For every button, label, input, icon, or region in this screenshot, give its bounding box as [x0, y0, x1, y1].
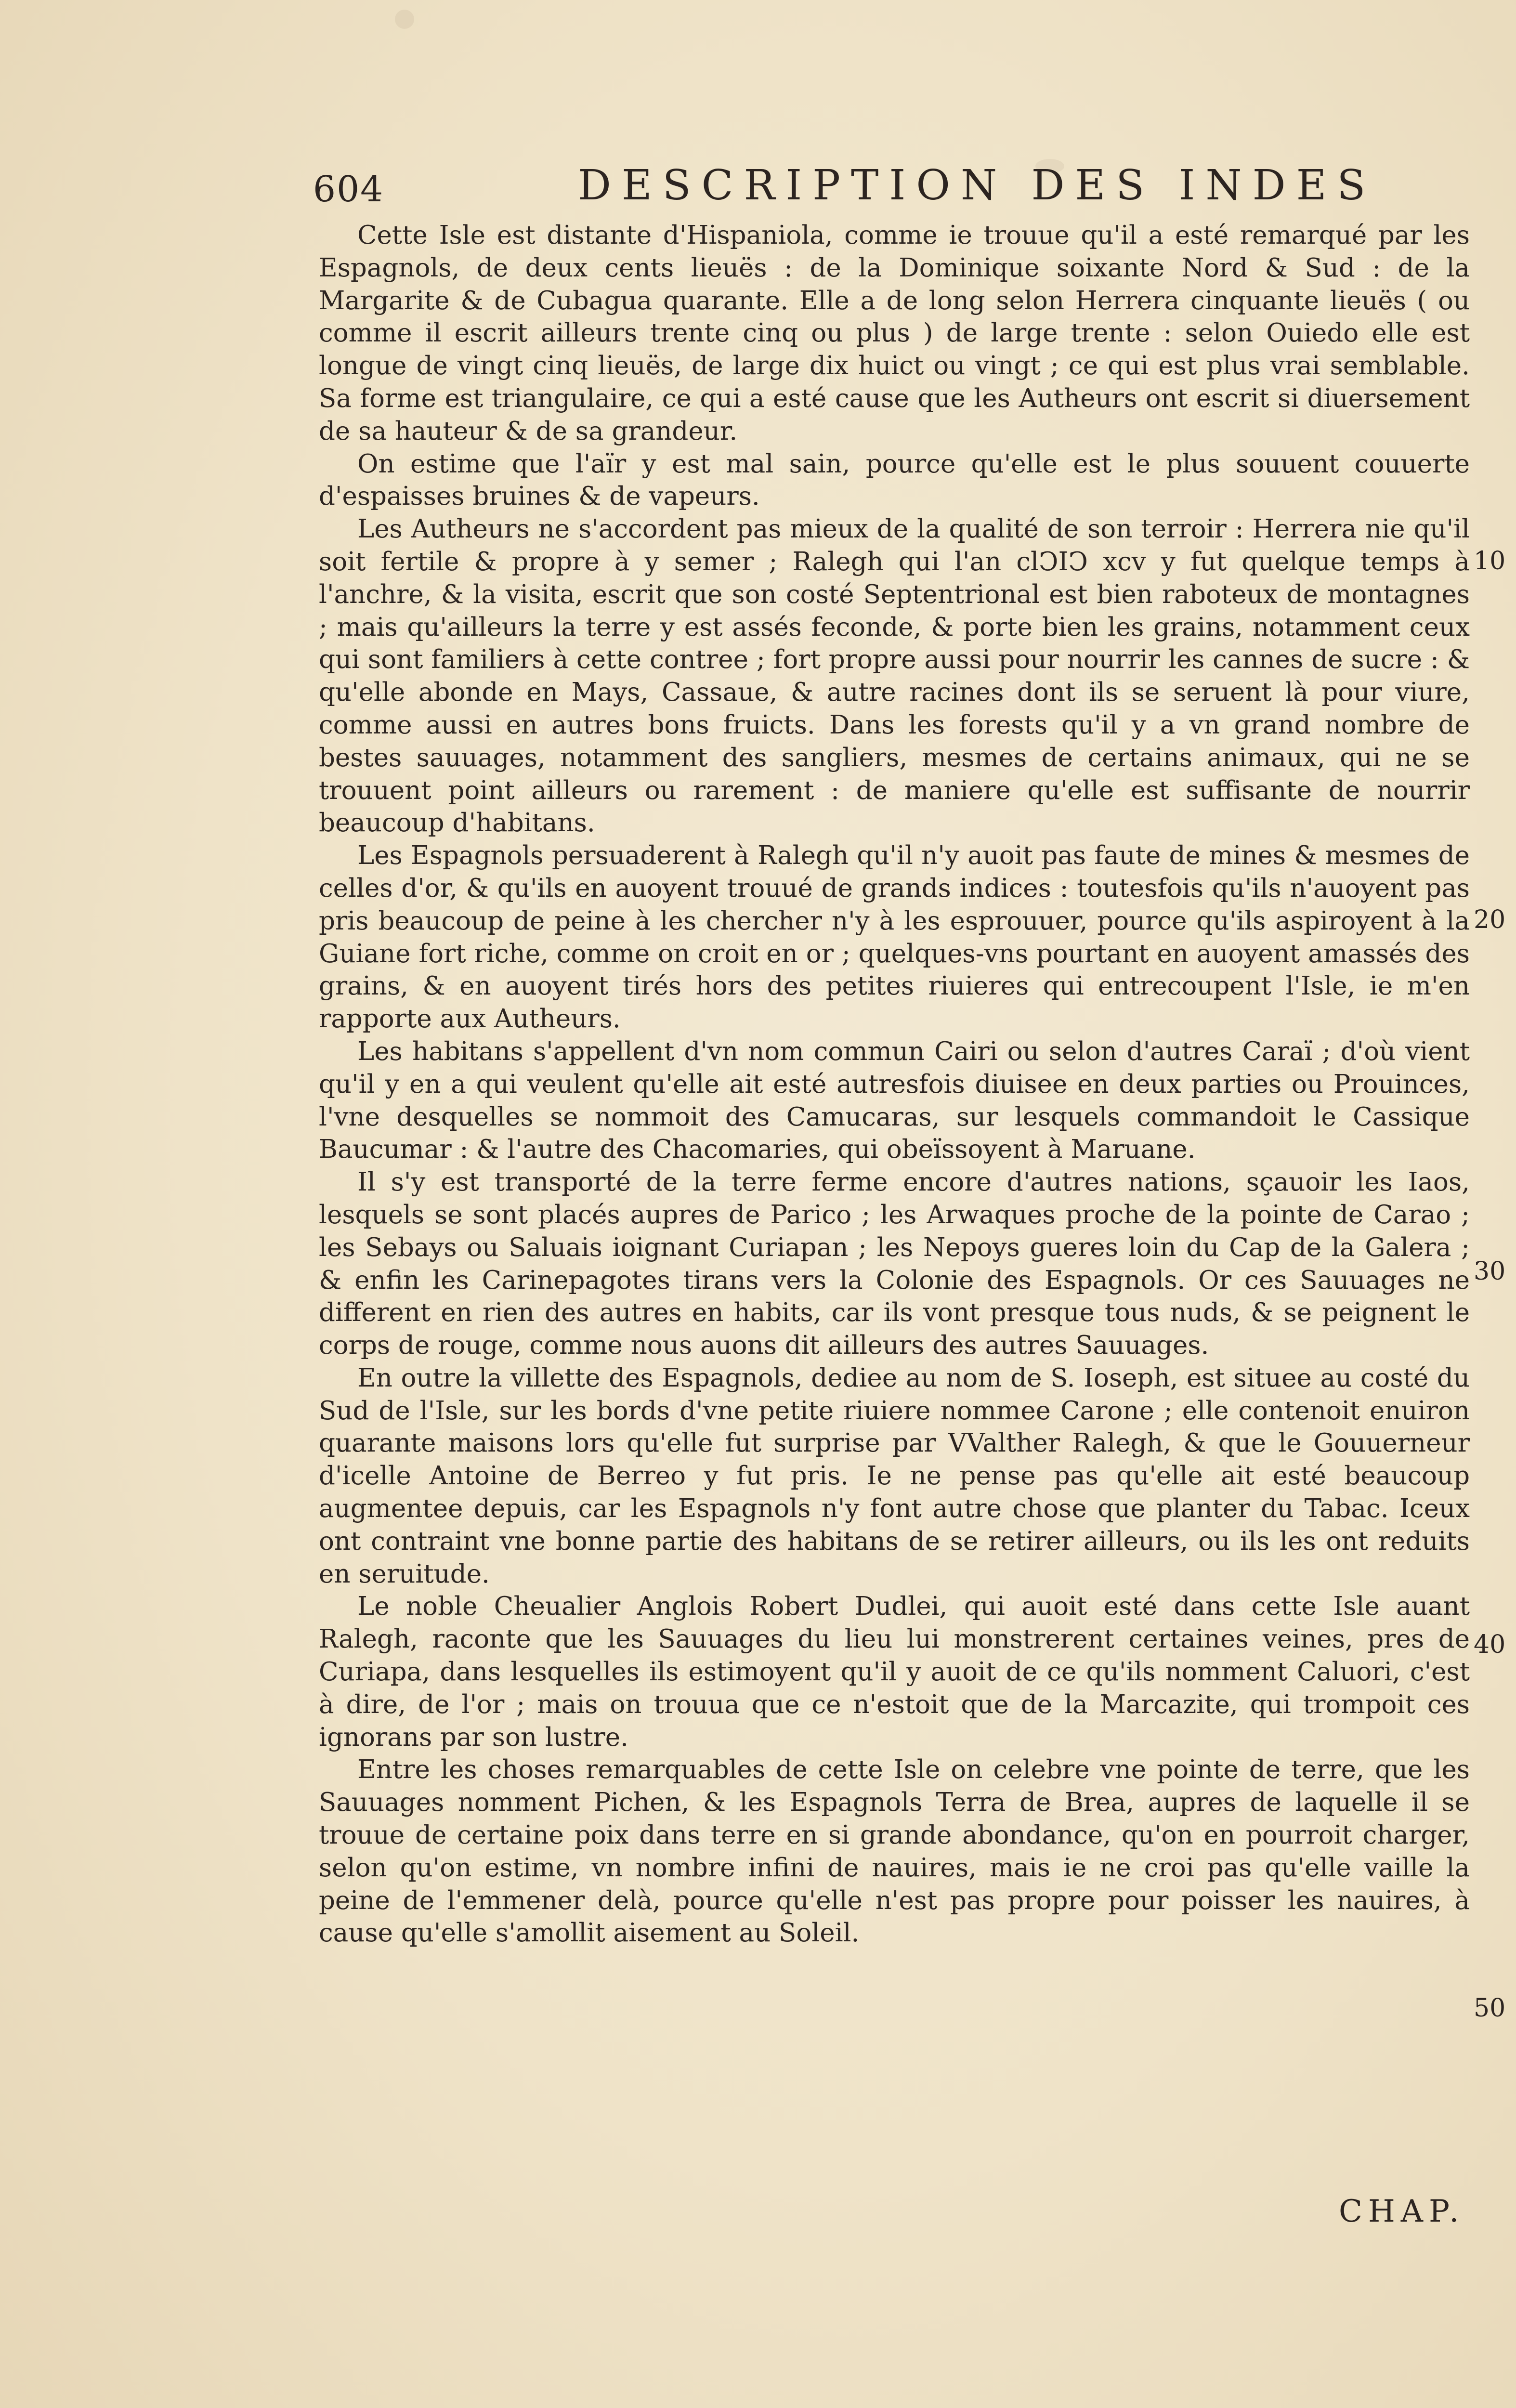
paragraph: Le noble Cheualier Anglois Robert Dudlei, qui auoit esté dans cette Isle auant Ralegh, raconte que les Sauuages du lieu lui monstrerent certaines veines, pres de Curiapa, dans lesquelles ils estimoyent qu'il y auoit de ce qu'ils nomment Caluori, c'est à dire, de l'or ; mais on trouua que ce n'estoit que de la Marcazite, qui trompoit ces ignorans par son lustre. — [319, 1592, 1470, 1752]
margin-line-number: 50 — [1474, 1994, 1506, 2023]
margin-line-number: 10 — [1474, 547, 1506, 576]
body-text — [319, 219, 1470, 1950]
paragraph: Les Autheurs ne s'accordent pas mieux de la qualité de son terroir : Herrera nie qu'il soit fertile & propre à y semer ; Ralegh qui l'an clↃIↃ xcv y fut quelque temps à l'anchre, & la visita, escrit que son costé Septentrional est bien raboteux de montagnes ; mais qu'ailleurs la terre y est assés feconde, & porte bien les grains, notamment ceux qui sont familiers à cette contree ; fort propre aussi pour nourrir les cannes de sucre : & qu'elle abonde en Mays, Cassaue, & autre racines dont ils se seruent là pour viure, comme aussi en autres bons fruicts. Dans les forests qu'il y a vn grand nombre de bestes sauuages, notamment des sangliers, mesmes de certains animaux, qui ne se trouuent point ailleurs ou rarement : de maniere qu'elle est suffisante de nourrir beaucoup d'habitans. — [319, 514, 1470, 838]
paragraph: Les habitans s'appellent d'vn nom commun Cairi ou selon d'autres Caraï ; d'où vient qu'il y en a qui veulent qu'elle ait esté autresfois diuisee en deux parties ou Prouinces, l'vne desquelles se nommoit des Camucaras, sur lesquels commandoit le Cassique Baucumar : & l'autre des Chacomaries, qui obeïssoyent à Maruane. — [319, 1036, 1470, 1165]
page-number: 604 — [313, 169, 384, 210]
paragraph: Les Espagnols persuaderent à Ralegh qu'il n'y auoit pas faute de mines & mesmes de celles d'or, & qu'ils en auoyent trouué de grands indices : toutesfois qu'ils n'auoyent pas pris beaucoup de peine à les chercher n'y à les esprouuer, pource qu'ils aspiroyent à la Guiane fort riche, comme on croit en or ; quelques-vns pourtant en auoyent amassés des grains, & en auoyent tirés hors des petites riuieres qui entrecoupent l'Isle, ie m'en rapporte aux Autheurs. — [319, 841, 1470, 1034]
margin-line-number: 30 — [1474, 1257, 1506, 1286]
running-head: DESCRIPTION DES INDES — [578, 161, 1376, 209]
paragraph: On estime que l'aïr y est mal sain, pource qu'elle est le plus souuent couuerte d'espaisses bruines & de vapeurs. — [319, 449, 1470, 511]
catchword: CHAP. — [1339, 2194, 1465, 2229]
paragraph: Il s'y est transporté de la terre ferme encore d'autres nations, sçauoir les Iaos, lesquels se sont placés aupres de Parico ; les Arwaques proche de la pointe de Carao ; les Sebays ou Saluais ioignant Curiapan ; les Nepoys gueres loin du Cap de la Galera ; & enfin les Carinepagotes tirans vers la Colonie des Espagnols. Or ces Sauuages ne different en rien des autres en habits, car ils vont presque tous nuds, & se peignent le corps de rouge, comme nous auons dit ailleurs des autres Sauuages. — [319, 1167, 1470, 1361]
paragraph: Entre les choses remarquables de cette Isle on celebre vne pointe de terre, que les Sauuages nomment Pichen, & les Espagnols Terra de Brea, aupres de laquelle il se trouue de certaine poix dans terre en si grande abondance, qu'on en pourroit charger, selon qu'on estime, vn nombre infini de nauires, mais ie ne croi pas qu'elle vaille la peine de l'emmener delà, pource qu'elle n'est pas propre pour poisser les nauires, à cause qu'elle s'amollit aisement au Soleil. — [319, 1755, 1470, 1948]
margin-line-number: 40 — [1474, 1630, 1506, 1659]
ink-spot — [395, 10, 414, 29]
paragraph: En outre la villette des Espagnols, dediee au nom de S. Ioseph, est situee au costé du Sud de l'Isle, sur les bords d'vne petite riuiere nommee Carone ; elle contenoit enuiron quarante maisons lors qu'elle fut surprise par VValther Ralegh, & que le Gouuerneur d'icelle Antoine de Berreo y fut pris. Ie ne pense pas qu'elle ait esté beaucoup augmentee depuis, car les Espagnols n'y font autre chose que planter du Tabac. Iceux ont contraint vne bonne partie des habitans de se retirer ailleurs, ou ils les ont reduits en seruitude. — [319, 1363, 1470, 1589]
margin-line-number: 20 — [1474, 905, 1506, 934]
paragraph: Cette Isle est distante d'Hispaniola, comme ie trouue qu'il a esté remarqué par les Espagnols, de deux cents lieuës : de la Dominique soixante Nord & Sud : de la Margarite & de Cubagua quarante. Elle a de long selon Herrera cinquante lieuës ( ou comme il escrit ailleurs trente cinq ou plus ) de large trente : selon Ouiedo elle est longue de vingt cinq lieuës, de large dix huict ou vingt ; ce qui est plus vrai semblable. Sa forme est triangulaire, ce qui a esté cause que les Autheurs ont escrit si diuersement de sa hauteur & de sa grandeur. — [319, 221, 1470, 446]
